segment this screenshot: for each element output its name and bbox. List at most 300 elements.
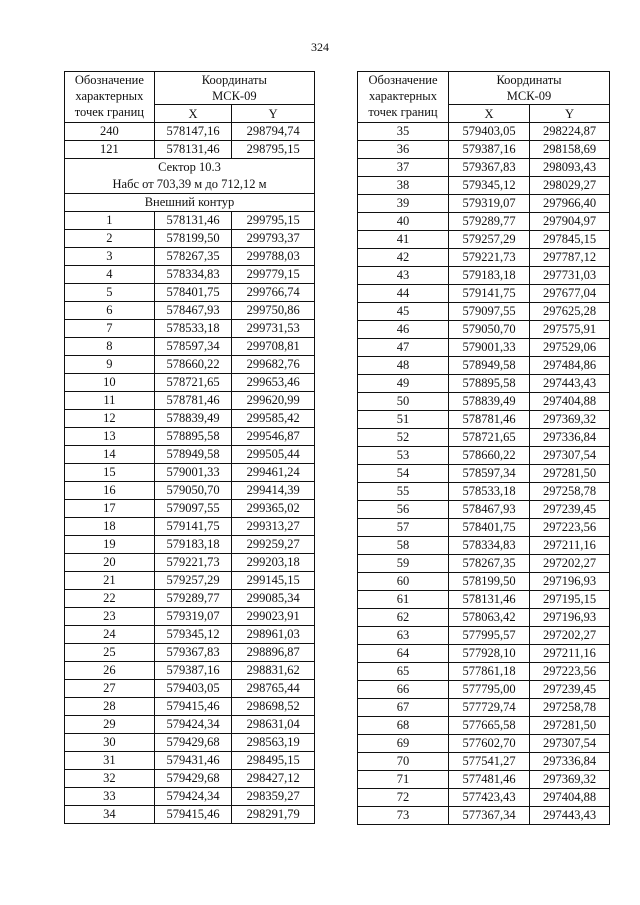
table-row xyxy=(358,429,610,447)
x-coordinate-cell: 578895,58 xyxy=(449,375,530,393)
x-coordinate-cell: 577602,70 xyxy=(449,735,530,753)
table-row xyxy=(358,339,610,357)
table-row xyxy=(65,356,315,374)
x-coordinate-cell: 578781,46 xyxy=(154,392,232,410)
table-row xyxy=(358,303,610,321)
y-coordinate-cell: 297223,56 xyxy=(530,519,610,537)
table-row xyxy=(65,464,315,482)
point-number-cell: 11 xyxy=(65,392,155,410)
table-row xyxy=(65,482,315,500)
y-coordinate-cell: 297575,91 xyxy=(530,321,610,339)
table-row xyxy=(358,519,610,537)
y-coordinate-cell: 297731,03 xyxy=(530,267,610,285)
x-coordinate-cell: 579429,68 xyxy=(154,770,232,788)
y-coordinate-cell: 298158,69 xyxy=(530,141,610,159)
x-coordinate-cell: 578131,46 xyxy=(154,212,232,230)
point-label-header xyxy=(65,72,155,123)
point-number-cell: 40 xyxy=(358,213,449,231)
table-row xyxy=(358,393,610,411)
page-number: 324 xyxy=(311,40,329,54)
point-number-cell: 58 xyxy=(358,537,449,555)
x-coordinate-cell: 579429,68 xyxy=(154,734,232,752)
y-coordinate-cell: 299653,46 xyxy=(232,374,315,392)
table-row xyxy=(65,536,315,554)
x-coordinate-cell: 578949,58 xyxy=(449,357,530,375)
y-coordinate-cell: 298495,15 xyxy=(232,752,315,770)
point-number-cell: 66 xyxy=(358,681,449,699)
x-coordinate-cell: 579424,34 xyxy=(154,716,232,734)
x-coordinate-cell: 577367,34 xyxy=(449,807,530,825)
point-number-cell: 35 xyxy=(358,123,449,141)
x-coordinate-cell: 579257,29 xyxy=(154,572,232,590)
table-row xyxy=(65,716,315,734)
point-number-cell: 65 xyxy=(358,663,449,681)
x-coordinate-cell: 577995,57 xyxy=(449,627,530,645)
table-row xyxy=(358,591,610,609)
x-coordinate-cell: 579319,07 xyxy=(449,195,530,213)
x-coordinate-cell: 578895,58 xyxy=(154,428,232,446)
y-coordinate-cell: 297195,15 xyxy=(530,591,610,609)
y-coordinate-cell: 297966,40 xyxy=(530,195,610,213)
table-row xyxy=(65,644,315,662)
point-number-cell: 12 xyxy=(65,410,155,428)
y-coordinate-cell: 297484,86 xyxy=(530,357,610,375)
x-header: X xyxy=(449,105,530,123)
table-row xyxy=(358,645,610,663)
x-coordinate-cell: 578467,93 xyxy=(449,501,530,519)
table-row xyxy=(358,123,610,141)
y-coordinate-cell: 299313,27 xyxy=(232,518,315,536)
point-number-cell: 21 xyxy=(65,572,155,590)
coords-header-line: МСК-09 xyxy=(212,89,257,103)
point-number-cell: 4 xyxy=(65,266,155,284)
y-coordinate-cell: 298359,27 xyxy=(232,788,315,806)
point-number-cell: 54 xyxy=(358,465,449,483)
table-row xyxy=(358,483,610,501)
point-number-cell: 16 xyxy=(65,482,155,500)
y-coordinate-cell: 297239,45 xyxy=(530,501,610,519)
x-coordinate-cell: 578949,58 xyxy=(154,446,232,464)
table-row xyxy=(65,446,315,464)
x-coordinate-cell: 579424,34 xyxy=(154,788,232,806)
y-coordinate-cell: 297223,56 xyxy=(530,663,610,681)
x-coordinate-cell: 577795,00 xyxy=(449,681,530,699)
point-number-cell: 63 xyxy=(358,627,449,645)
point-number-cell: 25 xyxy=(65,644,155,662)
table-row xyxy=(65,248,315,266)
table-row xyxy=(65,518,315,536)
point-number-cell: 20 xyxy=(65,554,155,572)
table-row xyxy=(65,806,315,824)
point-number-cell: 38 xyxy=(358,177,449,195)
y-coordinate-cell: 298291,79 xyxy=(232,806,315,824)
sector-title xyxy=(65,159,315,194)
y-coordinate-cell: 298961,03 xyxy=(232,626,315,644)
table-row xyxy=(65,500,315,518)
y-coordinate-cell: 298765,44 xyxy=(232,680,315,698)
x-coordinate-cell: 577481,46 xyxy=(449,771,530,789)
coords-header-line: Координаты xyxy=(201,73,267,87)
point-label-line: характерных xyxy=(369,89,437,103)
point-number-cell: 27 xyxy=(65,680,155,698)
x-coordinate-cell: 579345,12 xyxy=(154,626,232,644)
y-coordinate-cell: 299795,15 xyxy=(232,212,315,230)
x-coordinate-cell: 579050,70 xyxy=(154,482,232,500)
y-coordinate-cell: 298794,74 xyxy=(232,123,315,141)
table-row xyxy=(65,392,315,410)
point-number-cell: 73 xyxy=(358,807,449,825)
point-number-cell: 32 xyxy=(65,770,155,788)
y-coordinate-cell: 298896,87 xyxy=(232,644,315,662)
x-coordinate-cell: 579289,77 xyxy=(154,590,232,608)
x-coordinate-cell: 578147,16 xyxy=(154,123,232,141)
x-coordinate-cell: 577729,74 xyxy=(449,699,530,717)
x-coordinate-cell: 579183,18 xyxy=(154,536,232,554)
point-number-cell: 44 xyxy=(358,285,449,303)
x-coordinate-cell: 578660,22 xyxy=(154,356,232,374)
table-row xyxy=(358,501,610,519)
table-row xyxy=(358,231,610,249)
y-coordinate-cell: 297258,78 xyxy=(530,483,610,501)
y-coordinate-cell: 298427,12 xyxy=(232,770,315,788)
table-row xyxy=(358,789,610,807)
point-number-cell: 2 xyxy=(65,230,155,248)
x-coordinate-cell: 579431,46 xyxy=(154,752,232,770)
y-coordinate-cell: 297196,93 xyxy=(530,573,610,591)
x-coordinate-cell: 579221,73 xyxy=(449,249,530,267)
y-coordinate-cell: 299259,27 xyxy=(232,536,315,554)
y-coordinate-cell: 297404,88 xyxy=(530,393,610,411)
table-row xyxy=(65,554,315,572)
x-header: X xyxy=(154,105,232,123)
table-row xyxy=(358,447,610,465)
y-coordinate-cell: 297202,27 xyxy=(530,555,610,573)
y-coordinate-cell: 299546,87 xyxy=(232,428,315,446)
y-coordinate-cell: 297443,43 xyxy=(530,807,610,825)
y-coordinate-cell: 297258,78 xyxy=(530,699,610,717)
x-coordinate-cell: 579403,05 xyxy=(449,123,530,141)
y-coordinate-cell: 299708,81 xyxy=(232,338,315,356)
table-row xyxy=(358,609,610,627)
point-number-cell: 45 xyxy=(358,303,449,321)
point-number-cell: 22 xyxy=(65,590,155,608)
x-coordinate-cell: 578839,49 xyxy=(449,393,530,411)
table-row xyxy=(65,374,315,392)
y-coordinate-cell: 297211,16 xyxy=(530,537,610,555)
point-label-line: точек границ xyxy=(74,105,144,119)
y-coordinate-cell: 299750,86 xyxy=(232,302,315,320)
point-number-cell: 36 xyxy=(358,141,449,159)
y-coordinate-cell: 299793,37 xyxy=(232,230,315,248)
x-coordinate-cell: 579387,16 xyxy=(154,662,232,680)
point-number-cell: 62 xyxy=(358,609,449,627)
table-row xyxy=(65,230,315,248)
y-coordinate-cell: 298631,04 xyxy=(232,716,315,734)
point-number-cell: 41 xyxy=(358,231,449,249)
table-row xyxy=(65,266,315,284)
point-number-cell: 6 xyxy=(65,302,155,320)
table-row xyxy=(65,302,315,320)
point-number-cell: 56 xyxy=(358,501,449,519)
y-coordinate-cell: 299023,91 xyxy=(232,608,315,626)
y-header: Y xyxy=(530,105,610,123)
x-coordinate-cell: 578063,42 xyxy=(449,609,530,627)
point-number-cell: 15 xyxy=(65,464,155,482)
x-coordinate-cell: 579345,12 xyxy=(449,177,530,195)
x-coordinate-cell: 579001,33 xyxy=(449,339,530,357)
point-number-cell: 52 xyxy=(358,429,449,447)
y-coordinate-cell: 299682,76 xyxy=(232,356,315,374)
y-coordinate-cell: 297787,12 xyxy=(530,249,610,267)
y-coordinate-cell: 297281,50 xyxy=(530,465,610,483)
x-coordinate-cell: 577541,27 xyxy=(449,753,530,771)
point-number-cell: 43 xyxy=(358,267,449,285)
x-coordinate-cell: 579183,18 xyxy=(449,267,530,285)
point-number-cell: 50 xyxy=(358,393,449,411)
x-coordinate-cell: 578721,65 xyxy=(449,429,530,447)
point-number-cell: 19 xyxy=(65,536,155,554)
table-row xyxy=(65,788,315,806)
table-row xyxy=(65,212,315,230)
table-row xyxy=(65,284,315,302)
x-coordinate-cell: 578597,34 xyxy=(154,338,232,356)
point-number-cell: 68 xyxy=(358,717,449,735)
x-coordinate-cell: 579097,55 xyxy=(449,303,530,321)
table-row xyxy=(358,699,610,717)
y-coordinate-cell: 299365,02 xyxy=(232,500,315,518)
point-number-cell: 8 xyxy=(65,338,155,356)
y-coordinate-cell: 299585,42 xyxy=(232,410,315,428)
table-row xyxy=(65,428,315,446)
table-row xyxy=(358,735,610,753)
point-number-cell: 69 xyxy=(358,735,449,753)
table-row xyxy=(358,807,610,825)
x-coordinate-cell: 578839,49 xyxy=(154,410,232,428)
x-coordinate-cell: 579319,07 xyxy=(154,608,232,626)
table-row xyxy=(65,752,315,770)
x-coordinate-cell: 579221,73 xyxy=(154,554,232,572)
point-number-cell: 55 xyxy=(358,483,449,501)
x-coordinate-cell: 579415,46 xyxy=(154,806,232,824)
x-coordinate-cell: 578401,75 xyxy=(154,284,232,302)
point-number-cell: 7 xyxy=(65,320,155,338)
coords-header-line: Координаты xyxy=(496,73,562,87)
x-coordinate-cell: 578199,50 xyxy=(449,573,530,591)
sector-line: Сектор 10.3 xyxy=(158,160,221,174)
table-row xyxy=(65,770,315,788)
y-coordinate-cell: 297845,15 xyxy=(530,231,610,249)
point-number-cell: 48 xyxy=(358,357,449,375)
y-coordinate-cell: 299731,53 xyxy=(232,320,315,338)
y-coordinate-cell: 297307,54 xyxy=(530,735,610,753)
coordinates-table-right xyxy=(357,71,610,825)
x-coordinate-cell: 578334,83 xyxy=(449,537,530,555)
coords-header xyxy=(449,72,610,105)
point-number-cell: 17 xyxy=(65,500,155,518)
point-number-cell: 70 xyxy=(358,753,449,771)
x-coordinate-cell: 578267,35 xyxy=(154,248,232,266)
y-coordinate-cell: 298698,52 xyxy=(232,698,315,716)
coords-header xyxy=(154,72,314,105)
point-number-cell: 29 xyxy=(65,716,155,734)
y-coordinate-cell: 299766,74 xyxy=(232,284,315,302)
point-number-cell: 49 xyxy=(358,375,449,393)
y-coordinate-cell: 297677,04 xyxy=(530,285,610,303)
x-coordinate-cell: 579141,75 xyxy=(449,285,530,303)
point-number-cell: 14 xyxy=(65,446,155,464)
x-coordinate-cell: 578131,46 xyxy=(154,141,232,159)
table-row xyxy=(358,717,610,735)
x-coordinate-cell: 579257,29 xyxy=(449,231,530,249)
x-coordinate-cell: 579367,83 xyxy=(154,644,232,662)
point-number-cell: 51 xyxy=(358,411,449,429)
y-coordinate-cell: 298831,62 xyxy=(232,662,315,680)
table-row xyxy=(358,213,610,231)
point-number-cell: 64 xyxy=(358,645,449,663)
x-coordinate-cell: 578533,18 xyxy=(449,483,530,501)
table-row xyxy=(65,590,315,608)
y-coordinate-cell: 297625,28 xyxy=(530,303,610,321)
coords-header-line: МСК-09 xyxy=(506,89,552,103)
x-coordinate-cell: 579141,75 xyxy=(154,518,232,536)
table-row xyxy=(65,410,315,428)
table-row xyxy=(65,662,315,680)
table-row xyxy=(65,734,315,752)
y-coordinate-cell: 297443,43 xyxy=(530,375,610,393)
point-label-line: характерных xyxy=(75,89,144,103)
point-number-cell: 72 xyxy=(358,789,449,807)
table-row xyxy=(358,573,610,591)
point-number-cell: 53 xyxy=(358,447,449,465)
y-coordinate-cell: 297211,16 xyxy=(530,645,610,663)
x-coordinate-cell: 579001,33 xyxy=(154,464,232,482)
point-number-cell: 34 xyxy=(65,806,155,824)
y-coordinate-cell: 299779,15 xyxy=(232,266,315,284)
y-coordinate-cell: 297196,93 xyxy=(530,609,610,627)
y-coordinate-cell: 299620,99 xyxy=(232,392,315,410)
table-row xyxy=(358,537,610,555)
point-number-cell: 9 xyxy=(65,356,155,374)
point-number-cell: 42 xyxy=(358,249,449,267)
point-number-cell: 23 xyxy=(65,608,155,626)
point-number-cell: 240 xyxy=(65,123,155,141)
point-label-header xyxy=(358,72,449,123)
table-row xyxy=(65,626,315,644)
x-coordinate-cell: 578267,35 xyxy=(449,555,530,573)
y-coordinate-cell: 297239,45 xyxy=(530,681,610,699)
x-coordinate-cell: 578334,83 xyxy=(154,266,232,284)
x-coordinate-cell: 579050,70 xyxy=(449,321,530,339)
x-coordinate-cell: 577423,43 xyxy=(449,789,530,807)
y-coordinate-cell: 297202,27 xyxy=(530,627,610,645)
x-coordinate-cell: 578597,34 xyxy=(449,465,530,483)
y-coordinate-cell: 297369,32 xyxy=(530,771,610,789)
x-coordinate-cell: 578533,18 xyxy=(154,320,232,338)
point-number-cell: 10 xyxy=(65,374,155,392)
x-coordinate-cell: 579367,83 xyxy=(449,159,530,177)
y-coordinate-cell: 298029,27 xyxy=(530,177,610,195)
y-coordinate-cell: 297404,88 xyxy=(530,789,610,807)
y-coordinate-cell: 299203,18 xyxy=(232,554,315,572)
point-number-cell: 33 xyxy=(65,788,155,806)
table-row xyxy=(358,321,610,339)
table-row xyxy=(65,141,315,159)
x-coordinate-cell: 578781,46 xyxy=(449,411,530,429)
point-number-cell: 1 xyxy=(65,212,155,230)
contour-title: Внешний контур xyxy=(65,194,315,212)
table-row xyxy=(358,663,610,681)
point-number-cell: 39 xyxy=(358,195,449,213)
point-number-cell: 57 xyxy=(358,519,449,537)
x-coordinate-cell: 578467,93 xyxy=(154,302,232,320)
point-number-cell: 18 xyxy=(65,518,155,536)
y-coordinate-cell: 299788,03 xyxy=(232,248,315,266)
point-number-cell: 67 xyxy=(358,699,449,717)
y-coordinate-cell: 299145,15 xyxy=(232,572,315,590)
x-coordinate-cell: 577928,10 xyxy=(449,645,530,663)
point-number-cell: 71 xyxy=(358,771,449,789)
point-number-cell: 13 xyxy=(65,428,155,446)
x-coordinate-cell: 579387,16 xyxy=(449,141,530,159)
table-row xyxy=(65,338,315,356)
x-coordinate-cell: 578660,22 xyxy=(449,447,530,465)
point-number-cell: 24 xyxy=(65,626,155,644)
table-row xyxy=(358,555,610,573)
table-row xyxy=(358,357,610,375)
table-row xyxy=(65,698,315,716)
table-row xyxy=(65,608,315,626)
y-coordinate-cell: 299505,44 xyxy=(232,446,315,464)
y-coordinate-cell: 297281,50 xyxy=(530,717,610,735)
table-row xyxy=(358,249,610,267)
y-coordinate-cell: 297336,84 xyxy=(530,753,610,771)
point-number-cell: 61 xyxy=(358,591,449,609)
point-number-cell: 31 xyxy=(65,752,155,770)
y-header: Y xyxy=(232,105,315,123)
point-number-cell: 5 xyxy=(65,284,155,302)
y-coordinate-cell: 299414,39 xyxy=(232,482,315,500)
point-number-cell: 59 xyxy=(358,555,449,573)
point-number-cell: 26 xyxy=(65,662,155,680)
table-row xyxy=(358,753,610,771)
table-row xyxy=(358,465,610,483)
coordinates-table-left xyxy=(64,71,315,824)
x-coordinate-cell: 577861,18 xyxy=(449,663,530,681)
y-coordinate-cell: 297529,06 xyxy=(530,339,610,357)
point-label-line: точек границ xyxy=(368,105,438,119)
y-coordinate-cell: 298093,43 xyxy=(530,159,610,177)
sector-line: Набс от 703,39 м до 712,12 м xyxy=(112,177,267,191)
table-row xyxy=(358,627,610,645)
table-row xyxy=(358,159,610,177)
y-coordinate-cell: 299461,24 xyxy=(232,464,315,482)
table-row xyxy=(358,375,610,393)
point-number-cell: 46 xyxy=(358,321,449,339)
table-row xyxy=(358,771,610,789)
table-row xyxy=(358,285,610,303)
x-coordinate-cell: 578131,46 xyxy=(449,591,530,609)
y-coordinate-cell: 297369,32 xyxy=(530,411,610,429)
table-row xyxy=(65,123,315,141)
y-coordinate-cell: 297307,54 xyxy=(530,447,610,465)
table-row xyxy=(358,141,610,159)
point-number-cell: 28 xyxy=(65,698,155,716)
y-coordinate-cell: 297904,97 xyxy=(530,213,610,231)
y-coordinate-cell: 298563,19 xyxy=(232,734,315,752)
x-coordinate-cell: 579403,05 xyxy=(154,680,232,698)
x-coordinate-cell: 578401,75 xyxy=(449,519,530,537)
point-number-cell: 30 xyxy=(65,734,155,752)
